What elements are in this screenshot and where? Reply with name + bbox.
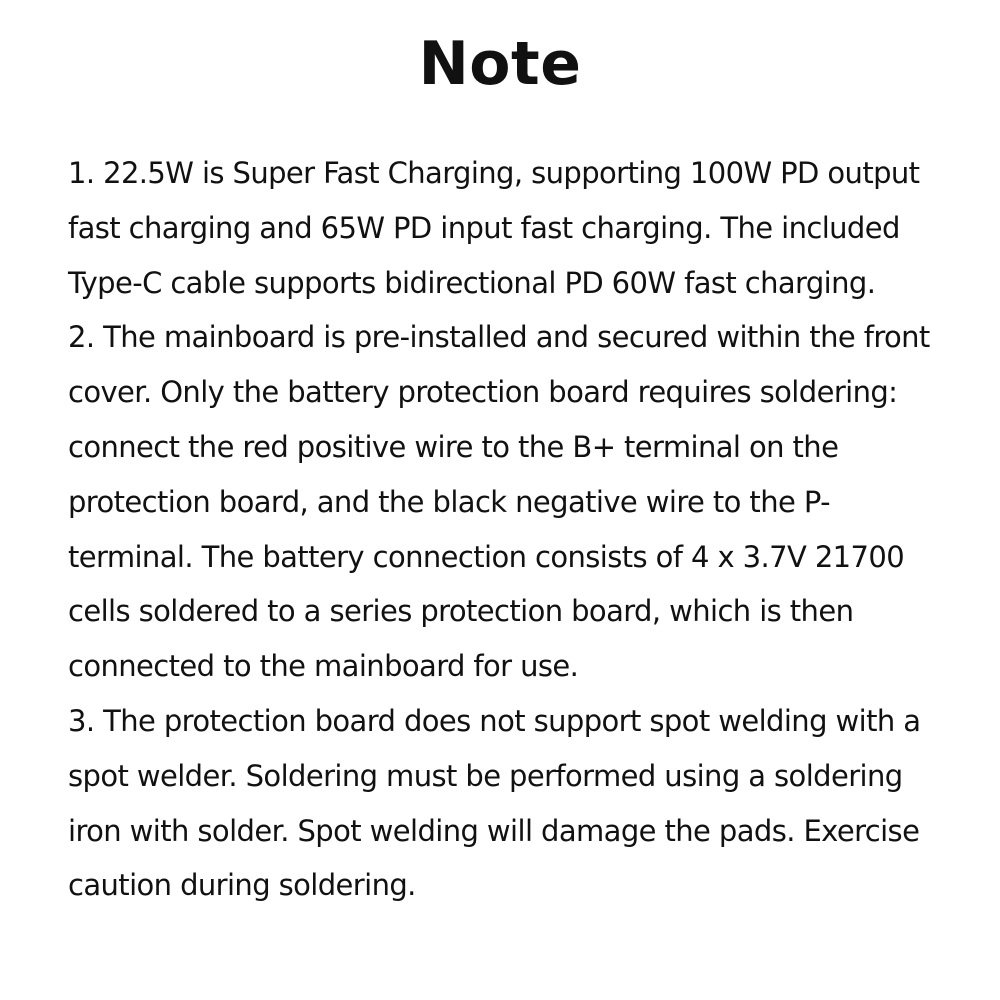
page-title: Note: [418, 29, 582, 99]
note-line: cells soldered to a series protection board, which is then: [68, 594, 854, 629]
notes-body: [68, 146, 968, 913]
note-line: connect the red positive wire to the B+ terminal on the: [68, 429, 839, 464]
note-line: Type-C cable supports bidirectional PD 60W fast charging.: [68, 265, 876, 300]
note-line: spot welder. Soldering must be performed using a soldering: [68, 758, 903, 793]
note-line: caution during soldering.: [68, 868, 416, 903]
note-line: terminal. The battery connection consists of 4 x 3.7V 21700: [68, 539, 905, 574]
note-line: 3. The protection board does not support spot welding with a: [68, 703, 921, 738]
note-line: cover. Only the battery protection board requires soldering:: [68, 375, 898, 410]
note-line: connected to the mainboard for use.: [68, 649, 579, 684]
note-line: iron with solder. Spot welding will damage the pads. Exercise: [68, 813, 920, 848]
note-line: 2. The mainboard is pre-installed and secured within the front: [68, 320, 930, 355]
note-line: 1. 22.5W is Super Fast Charging, supporting 100W PD output: [68, 156, 920, 190]
note-line: fast charging and 65W PD input fast charging. The included: [68, 210, 900, 245]
note-line: protection board, and the black negative wire to the P-: [68, 484, 830, 519]
